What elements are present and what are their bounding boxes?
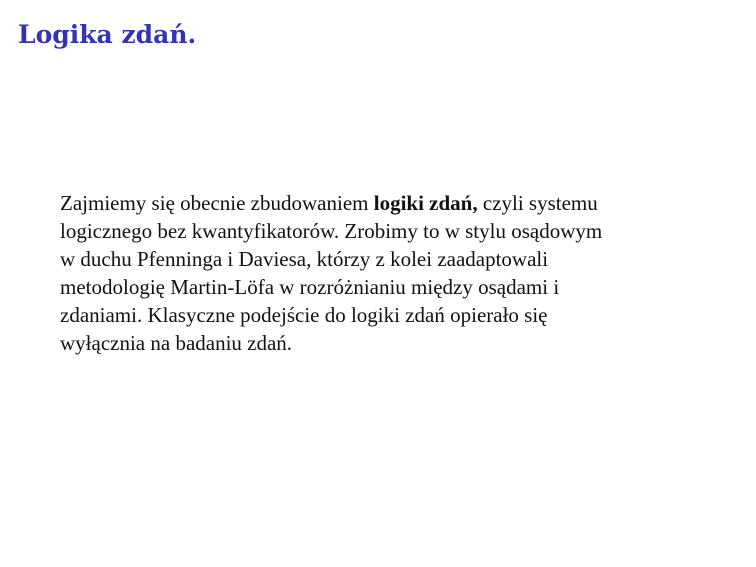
slide-body-paragraph [60,189,710,357]
body-line-6: wyłącznia na badaniu zdań. [60,331,293,355]
body-text: czyli systemu [477,191,598,215]
body-line-3: w duchu Pfenninga i Daviesa, którzy z kolei zaadaptowali [60,247,549,271]
body-line-4: metodologię Martin-Löfa w rozróżnianiu między osądami i [60,275,560,299]
body-line-2: logicznego bez kwantyfikatorów. Zrobimy to w stylu osądowym [60,219,603,243]
body-text: Zajmiemy się obecnie zbudowaniem [60,191,374,215]
body-line-5: zdaniami. Klasyczne podejście do logiki zdań opierało się [60,303,548,327]
slide-title: Logika zdań. [18,20,197,49]
body-line-1 [60,189,710,217]
emphasized-term: logiki zdań, [373,191,478,215]
